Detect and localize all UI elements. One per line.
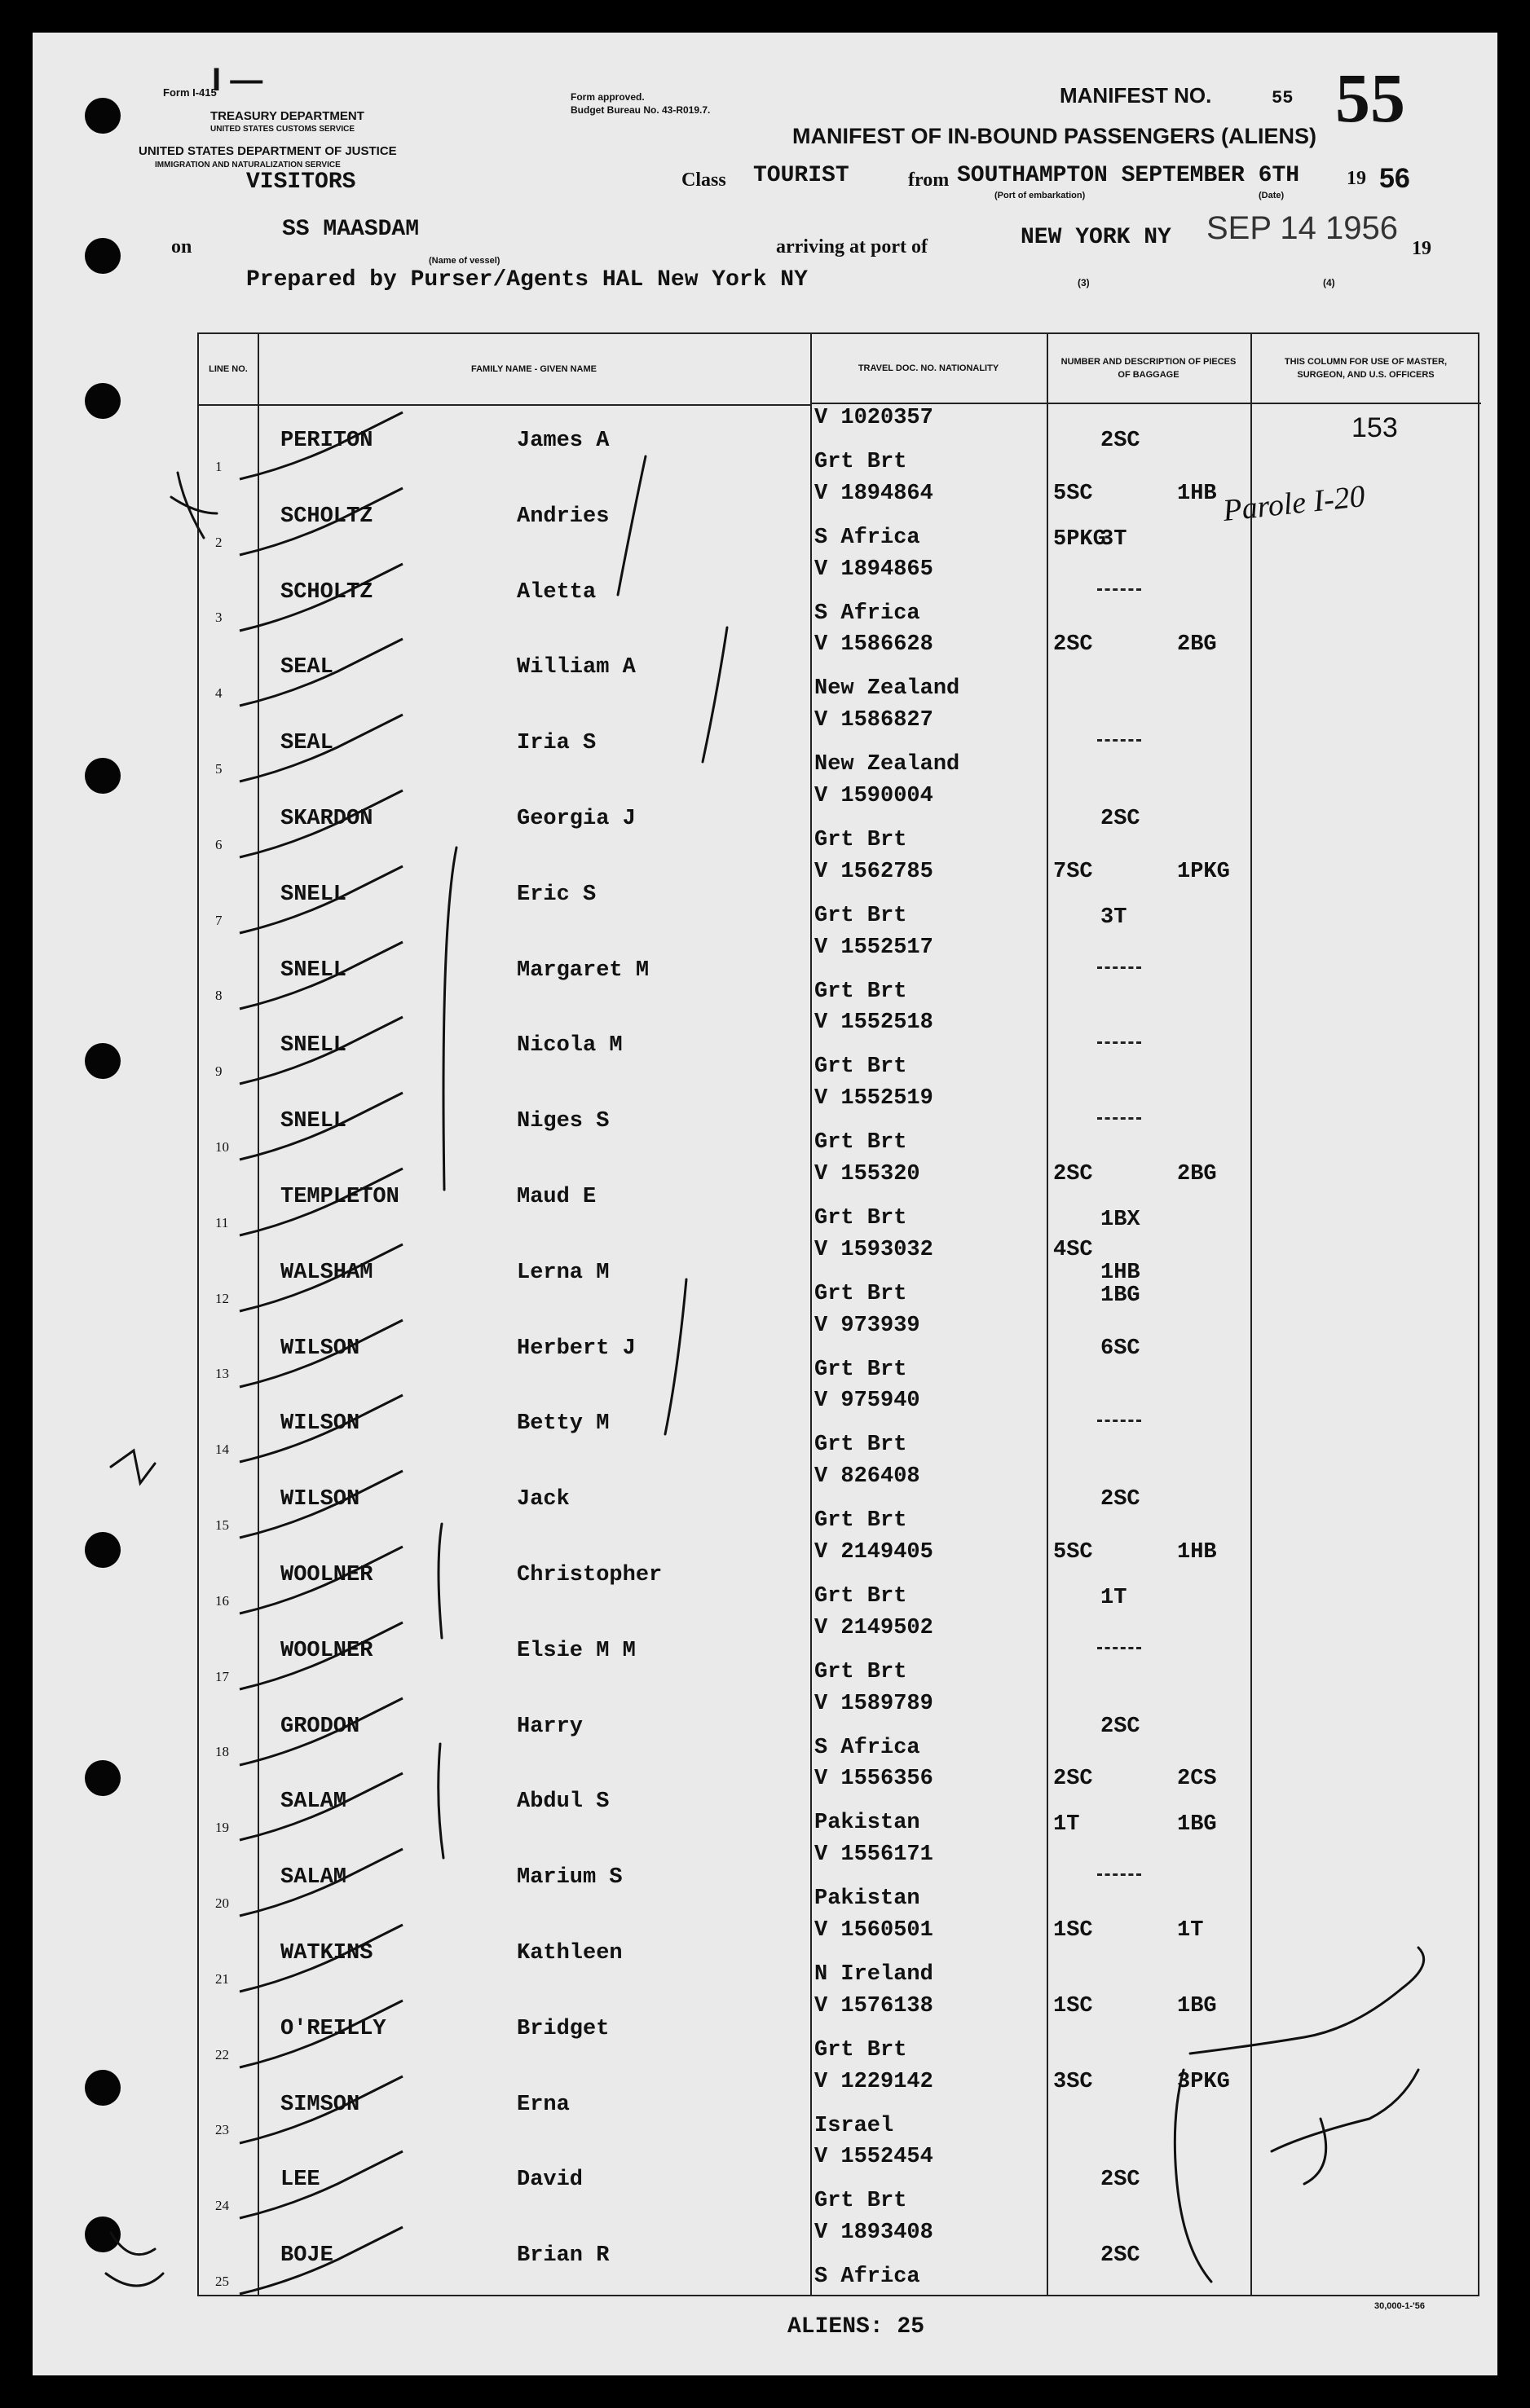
- baggage-entry: 1SC: [1053, 1918, 1093, 1943]
- baggage-entry: 2BG: [1177, 632, 1217, 658]
- nationality: S Africa: [814, 1735, 920, 1760]
- family-name: SALAM: [280, 1865, 347, 1891]
- nationality: Grt Brt: [814, 2037, 907, 2062]
- table-row: [199, 1765, 1478, 1841]
- family-name: O'REILLY: [280, 2016, 386, 2041]
- punch-hole: [85, 758, 121, 794]
- baggage-entry: 2SC: [1100, 807, 1140, 831]
- year2-prefix: 19: [1412, 238, 1431, 259]
- baggage-entry: 2SC: [1100, 2243, 1140, 2269]
- baggage-none-dash: [1097, 1117, 1141, 1120]
- check-mark: [231, 1690, 492, 1768]
- table-row: [199, 404, 1478, 480]
- table-row: [199, 2143, 1478, 2219]
- arriving-label: arriving at port of: [776, 236, 928, 258]
- check-mark: [231, 1992, 492, 2071]
- nationality: Grt Brt: [814, 1054, 907, 1080]
- baggage-none-dash: [1097, 739, 1141, 742]
- line-number: 13: [215, 1366, 229, 1382]
- line-number: 10: [215, 1138, 229, 1155]
- given-name: Bridget: [517, 2016, 610, 2041]
- travel-doc-number: V 1556356: [814, 1767, 933, 1792]
- baggage-entry: 2SC: [1053, 1767, 1093, 1792]
- table-row: [199, 1841, 1478, 1917]
- baggage-entry: 3SC: [1053, 2069, 1093, 2094]
- class-label: Class: [681, 169, 726, 191]
- given-name: Iria S: [517, 731, 597, 756]
- check-mark: [231, 2143, 492, 2221]
- form-scrawl: I —: [212, 62, 263, 98]
- baggage-none-dash: [1097, 966, 1141, 969]
- page-number-handwritten: 153: [1351, 412, 1398, 443]
- check-mark: [231, 631, 492, 709]
- nationality: Grt Brt: [814, 903, 907, 928]
- line-number: 6: [215, 836, 223, 852]
- table-row: [199, 1614, 1478, 1690]
- footer-code: 30,000-1-'56: [1374, 2301, 1425, 2311]
- baggage-entry: 7SC: [1053, 859, 1093, 884]
- form-approved: Form approved.: [571, 91, 645, 103]
- family-name: SEAL: [280, 655, 333, 680]
- check-mark: [231, 1085, 492, 1163]
- col-header-baggage: NUMBER AND DESCRIPTION OF PIECES OF BAGGAGE: [1047, 334, 1250, 404]
- family-name: WOOLNER: [280, 1563, 373, 1587]
- punch-hole: [85, 238, 121, 274]
- col-header-line: LINE NO.: [199, 334, 258, 406]
- check-mark: [231, 858, 492, 936]
- nationality: Grt Brt: [814, 1130, 907, 1156]
- nationality: Grt Brt: [814, 979, 907, 1004]
- baggage-entry: 2SC: [1100, 429, 1140, 453]
- arrival-port: NEW YORK NY: [1021, 225, 1171, 250]
- family-name: BOJE: [280, 2243, 333, 2269]
- line-number: 22: [215, 2046, 229, 2062]
- nationality: Grt Brt: [814, 1281, 907, 1306]
- baggage-none-dash: [1097, 588, 1141, 591]
- baggage-entry: 3T: [1100, 526, 1127, 552]
- baggage-entry: 1T: [1053, 1812, 1080, 1838]
- baggage-entry: 2BG: [1177, 1162, 1217, 1186]
- nationality: Grt Brt: [814, 2189, 907, 2214]
- line-number: 12: [215, 1290, 229, 1306]
- nationality: New Zealand: [814, 752, 960, 777]
- check-mark: [231, 1387, 492, 1465]
- nationality: Grt Brt: [814, 1508, 907, 1534]
- line-number: 9: [215, 1063, 223, 1080]
- manifest-title: MANIFEST OF IN-BOUND PASSENGERS (ALIENS): [792, 124, 1317, 148]
- table-row: [199, 782, 1478, 858]
- travel-doc-number: V 1552519: [814, 1086, 933, 1112]
- table-row: [199, 1387, 1478, 1463]
- family-name: WOOLNER: [280, 1638, 373, 1663]
- travel-doc-number: V 1590004: [814, 784, 933, 808]
- line-number: 5: [215, 760, 223, 777]
- agency-justice: UNITED STATES DEPARTMENT OF JUSTICE: [139, 144, 397, 158]
- travel-doc-number: V 155320: [814, 1162, 920, 1186]
- check-mark: [231, 1312, 492, 1390]
- nationality: Grt Brt: [814, 828, 907, 852]
- family-name: WALSHAM: [280, 1260, 373, 1285]
- given-name: Georgia J: [517, 807, 636, 831]
- family-name: WILSON: [280, 1487, 360, 1512]
- given-name: Andries: [517, 504, 610, 529]
- table-row: [199, 1463, 1478, 1539]
- check-mark: [231, 707, 492, 785]
- check-mark: [231, 1009, 492, 1087]
- baggage-entry: 1BG: [1100, 1283, 1140, 1308]
- baggage-entry: 1HB: [1100, 1260, 1140, 1285]
- given-name: Nicola M: [517, 1033, 623, 1059]
- punch-hole: [85, 2217, 121, 2252]
- baggage-entry: 2SC: [1053, 632, 1093, 658]
- line-number: 24: [215, 2198, 229, 2214]
- travel-doc-number: V 1593032: [814, 1237, 933, 1262]
- agency-treasury: TREASURY DEPARTMENT: [210, 109, 364, 123]
- baggage-entry: 1SC: [1053, 1993, 1093, 2018]
- line-number: 15: [215, 1517, 229, 1533]
- table-row: [199, 1992, 1478, 2068]
- agency-ins: IMMIGRATION AND NATURALIZATION SERVICE: [155, 161, 341, 169]
- family-name: SALAM: [280, 1789, 347, 1815]
- manifest-page: [33, 33, 1497, 2375]
- table-row: [199, 934, 1478, 1010]
- baggage-entry: 1PKG: [1177, 859, 1230, 884]
- check-mark: [231, 1236, 492, 1314]
- table-row: [199, 1312, 1478, 1388]
- travel-doc-number: V 1552518: [814, 1010, 933, 1036]
- table-row: [199, 707, 1478, 782]
- line-number: 1: [215, 458, 223, 474]
- parole-annotation: Parole I-20: [1221, 478, 1367, 529]
- table-row: [199, 858, 1478, 934]
- date-caption: (Date): [1259, 191, 1285, 200]
- nationality: Grt Brt: [814, 1357, 907, 1382]
- punch-hole: [85, 98, 121, 134]
- given-name: Maud E: [517, 1185, 597, 1209]
- given-name: William A: [517, 655, 636, 680]
- class-value: TOURIST: [753, 163, 849, 188]
- agency-customs: UNITED STATES CUSTOMS SERVICE: [210, 125, 355, 134]
- nationality: Israel: [814, 2113, 894, 2138]
- line-number: 25: [215, 2273, 229, 2289]
- given-name: Lerna M: [517, 1260, 610, 1285]
- nationality: N Ireland: [814, 1962, 933, 1987]
- baggage-entry: 3T: [1100, 905, 1127, 930]
- line-number: 14: [215, 1442, 229, 1458]
- vessel-caption: (Name of vessel): [429, 256, 500, 266]
- given-name: Abdul S: [517, 1789, 610, 1815]
- check-mark: [231, 782, 492, 861]
- given-name: Elsie M M: [517, 1638, 636, 1663]
- family-name: PERITON: [280, 429, 373, 453]
- travel-doc-number: V 1229142: [814, 2069, 933, 2094]
- nationality: Grt Brt: [814, 1584, 907, 1609]
- check-mark: [231, 1841, 492, 1919]
- prepared-by: Prepared by Purser/Agents HAL New York NY: [246, 267, 808, 293]
- given-name: Harry: [517, 1714, 584, 1739]
- baggage-entry: 5SC: [1053, 481, 1093, 506]
- family-name: GRODON: [280, 1714, 360, 1739]
- vessel-name: SS MAASDAM: [282, 217, 420, 242]
- nationality: S Africa: [814, 525, 920, 550]
- form-number: Form I-415: [163, 86, 217, 99]
- travel-doc-number: V 975940: [814, 1389, 920, 1414]
- check-mark: [231, 2219, 492, 2297]
- table-row: [199, 1085, 1478, 1160]
- line-number: 4: [215, 685, 223, 702]
- travel-doc-number: V 1556171: [814, 1842, 933, 1868]
- port-embark-caption: (Port of embarkation): [994, 191, 1086, 200]
- punch-hole: [85, 2070, 121, 2106]
- given-name: Aletta: [517, 579, 597, 605]
- check-mark: [231, 480, 492, 558]
- baggage-entry: 2CS: [1177, 1767, 1217, 1792]
- budget-bureau: Budget Bureau No. 43-R019.7.: [571, 104, 711, 116]
- table-row: [199, 556, 1478, 632]
- baggage-none-dash: [1097, 1873, 1141, 1876]
- family-name: WILSON: [280, 1411, 360, 1437]
- line-number: 17: [215, 1668, 229, 1684]
- baggage-entry: 4SC: [1053, 1237, 1093, 1262]
- table-row: [199, 1917, 1478, 1992]
- family-name: SEAL: [280, 731, 333, 756]
- given-name: Erna: [517, 2092, 570, 2117]
- given-name: James A: [517, 429, 610, 453]
- family-name: SCHOLTZ: [280, 504, 373, 529]
- family-name: WATKINS: [280, 1941, 373, 1966]
- travel-doc-number: V 1552454: [814, 2145, 933, 2170]
- baggage-none-dash: [1097, 1647, 1141, 1649]
- baggage-entry: 1HB: [1177, 481, 1217, 506]
- check-mark: [231, 934, 492, 1012]
- travel-doc-number: V 1576138: [814, 1993, 933, 2018]
- table-row: [199, 1690, 1478, 1766]
- family-name: SNELL: [280, 882, 347, 907]
- nationality: Grt Brt: [814, 1433, 907, 1458]
- line-number: 20: [215, 1895, 229, 1911]
- line-number: 11: [215, 1214, 229, 1230]
- embarkation-value: SOUTHAMPTON SEPTEMBER 6TH: [957, 163, 1300, 188]
- travel-doc-number: V 2149502: [814, 1615, 933, 1640]
- baggage-entry: 1HB: [1177, 1540, 1217, 1565]
- col4-marker: (4): [1323, 277, 1335, 288]
- nationality: New Zealand: [814, 676, 960, 702]
- travel-doc-number: V 973939: [814, 1313, 920, 1338]
- nationality: Grt Brt: [814, 1206, 907, 1230]
- check-mark: [231, 1614, 492, 1693]
- given-name: Margaret M: [517, 957, 650, 983]
- baggage-entry: 5PKG: [1053, 526, 1106, 552]
- line-number: 18: [215, 1744, 229, 1760]
- given-name: Eric S: [517, 882, 597, 907]
- visitors-label: VISITORS: [246, 169, 356, 195]
- check-mark: [231, 1917, 492, 1995]
- baggage-entry: 2SC: [1100, 2168, 1140, 2193]
- baggage-entry: 1BX: [1100, 1208, 1140, 1232]
- year-prefix: 19: [1347, 168, 1366, 189]
- col-header-travel: TRAVEL DOC. NO. NATIONALITY: [810, 334, 1047, 404]
- table-row: [199, 631, 1478, 707]
- baggage-none-dash: [1097, 1420, 1141, 1422]
- check-mark: [231, 2068, 492, 2146]
- nationality: Pakistan: [814, 1811, 920, 1836]
- baggage-entry: 1BG: [1177, 1993, 1217, 2018]
- on-label: on: [171, 236, 192, 258]
- table-row: [199, 1009, 1478, 1085]
- travel-doc-number: V 1562785: [814, 859, 933, 884]
- nationality: Grt Brt: [814, 450, 907, 474]
- year-suffix: 56: [1379, 163, 1410, 194]
- family-name: SIMSON: [280, 2092, 360, 2117]
- travel-doc-number: V 1560501: [814, 1918, 933, 1943]
- punch-hole: [85, 1532, 121, 1568]
- baggage-none-dash: [1097, 1041, 1141, 1044]
- travel-doc-number: V 1586827: [814, 708, 933, 733]
- family-name: SNELL: [280, 1109, 347, 1134]
- from-label: from: [908, 169, 950, 191]
- family-name: WILSON: [280, 1336, 360, 1361]
- check-mark: [231, 1539, 492, 1617]
- col-header-officers: THIS COLUMN FOR USE OF MASTER, SURGEON, AND U.S. OFFICERS: [1250, 334, 1481, 404]
- given-name: Christopher: [517, 1563, 663, 1587]
- punch-hole: [85, 1043, 121, 1079]
- col3-marker: (3): [1078, 277, 1090, 288]
- family-name: LEE: [280, 2168, 320, 2193]
- table-row: [199, 2219, 1478, 2295]
- col-header-name: FAMILY NAME - GIVEN NAME: [258, 334, 810, 406]
- family-name: SCHOLTZ: [280, 579, 373, 605]
- baggage-entry: 6SC: [1100, 1336, 1140, 1361]
- given-name: Marium S: [517, 1865, 623, 1891]
- baggage-entry: 1T: [1177, 1918, 1204, 1943]
- table-row: [199, 1160, 1478, 1236]
- table-row: [199, 1539, 1478, 1614]
- travel-doc-number: V 1589789: [814, 1691, 933, 1716]
- baggage-entry: 3PKG: [1177, 2069, 1230, 2094]
- baggage-entry: 2SC: [1100, 1487, 1140, 1512]
- manifest-number-stamp: 55: [1335, 59, 1405, 137]
- family-name: SKARDON: [280, 807, 373, 831]
- passenger-table: [197, 332, 1479, 2296]
- given-name: Kathleen: [517, 1941, 623, 1966]
- given-name: Jack: [517, 1487, 570, 1512]
- line-number: 19: [215, 1820, 229, 1836]
- travel-doc-number: V 1020357: [814, 406, 933, 430]
- baggage-entry: 1T: [1100, 1586, 1127, 1610]
- punch-hole: [85, 383, 121, 419]
- check-mark: [231, 556, 492, 634]
- family-name: TEMPLETON: [280, 1185, 399, 1209]
- baggage-entry: 1BG: [1177, 1812, 1217, 1838]
- given-name: David: [517, 2168, 584, 2193]
- line-number: 21: [215, 1970, 229, 1987]
- given-name: Niges S: [517, 1109, 610, 1134]
- manifest-no-label: MANIFEST NO.: [1060, 83, 1212, 108]
- punch-hole: [85, 1760, 121, 1796]
- given-name: Herbert J: [517, 1336, 636, 1361]
- line-number: 23: [215, 2122, 229, 2138]
- table-row: [199, 1236, 1478, 1312]
- nationality: Pakistan: [814, 1886, 920, 1912]
- baggage-entry: 2SC: [1100, 1714, 1140, 1739]
- aliens-total: ALIENS: 25: [787, 2314, 925, 2340]
- travel-doc-number: V 1894864: [814, 481, 933, 506]
- baggage-entry: 2SC: [1053, 1162, 1093, 1186]
- check-mark: [231, 1765, 492, 1843]
- travel-doc-number: V 1893408: [814, 2221, 933, 2246]
- line-number: 7: [215, 912, 223, 928]
- line-number: 8: [215, 988, 223, 1004]
- table-row: [199, 2068, 1478, 2144]
- nationality: S Africa: [814, 601, 920, 626]
- line-number: 3: [215, 610, 223, 626]
- arrival-date-stamp: SEP 14 1956: [1206, 210, 1399, 246]
- travel-doc-number: V 826408: [814, 1464, 920, 1490]
- check-mark: [231, 1463, 492, 1541]
- nationality: Grt Brt: [814, 1659, 907, 1684]
- given-name: Betty M: [517, 1411, 610, 1437]
- travel-doc-number: V 1552517: [814, 935, 933, 960]
- check-mark: [231, 1160, 492, 1239]
- baggage-entry: 5SC: [1053, 1540, 1093, 1565]
- line-number: 16: [215, 1592, 229, 1609]
- family-name: SNELL: [280, 957, 347, 983]
- travel-doc-number: V 1586628: [814, 632, 933, 658]
- travel-doc-number: V 1894865: [814, 557, 933, 582]
- manifest-no-value: 55: [1272, 88, 1294, 108]
- line-number: 2: [215, 534, 223, 550]
- family-name: SNELL: [280, 1033, 347, 1059]
- travel-doc-number: V 2149405: [814, 1540, 933, 1565]
- check-mark: [231, 404, 492, 482]
- nationality: S Africa: [814, 2265, 920, 2290]
- given-name: Brian R: [517, 2243, 610, 2269]
